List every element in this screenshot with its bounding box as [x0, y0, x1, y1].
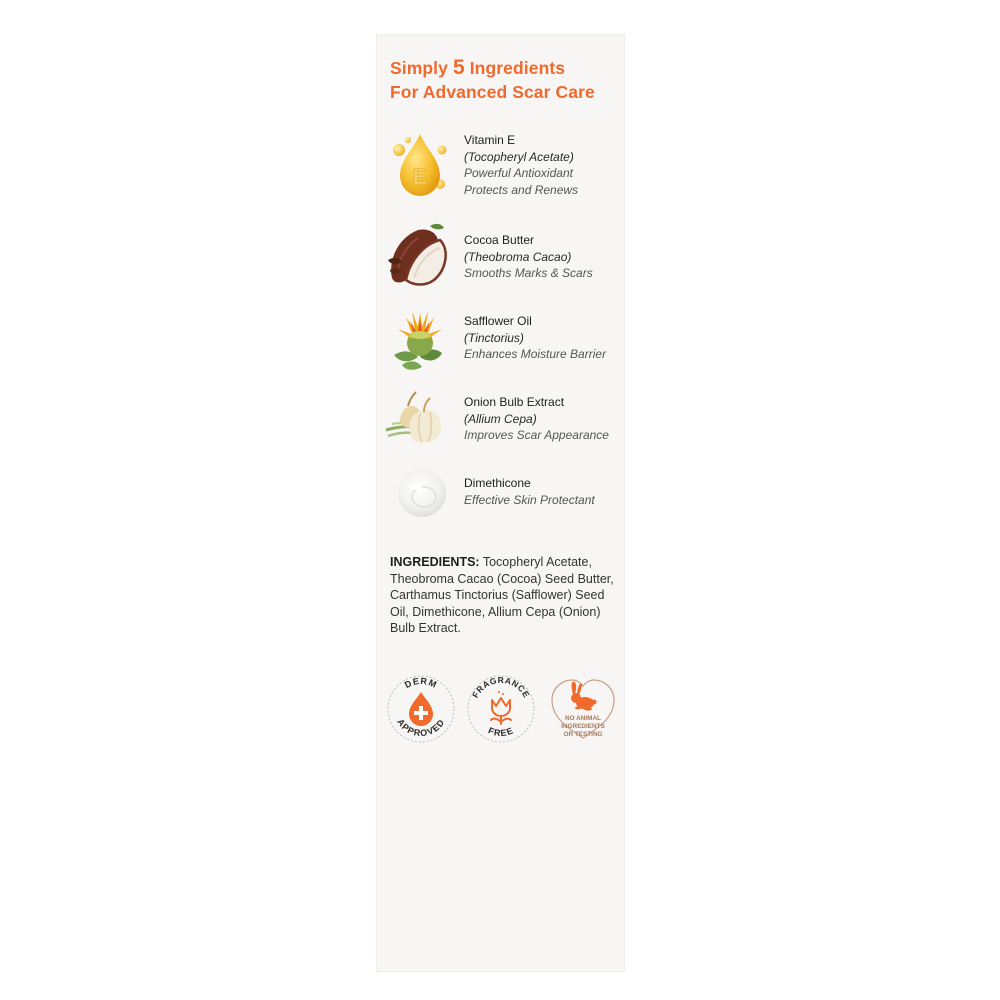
derm-drop-plus-icon	[409, 692, 433, 726]
animal-text-line-1: NO ANIMAL	[565, 715, 601, 722]
vitamin-e-drop-icon	[384, 132, 452, 200]
headline-prefix: Simply	[390, 58, 453, 78]
ingredients-label: INGREDIENTS:	[390, 555, 480, 569]
ingredient-latin-name: (Allium Cepa)	[464, 411, 537, 426]
ingredient-onion-bulb-extract	[376, 394, 625, 464]
ingredient-latin-name: (Tocopheryl Acetate)	[464, 149, 574, 164]
ingredient-name: Dimethicone	[464, 476, 531, 490]
headline-line-1	[390, 56, 620, 80]
headline-line-2: For Advanced Scar Care	[390, 82, 595, 102]
ingredient-cocoa-butter	[376, 232, 625, 302]
ingredient-benefit-2: Protects and Renews	[464, 182, 579, 197]
ingredient-benefit: Enhances Moisture Barrier	[464, 347, 607, 361]
animal-text-line-2: INGREDIENTS	[561, 723, 605, 730]
headline-suffix: Ingredients	[464, 58, 566, 78]
ingredients-text: Tocopheryl Acetate, Theobroma Cacao (Cocoa) Seed Butter, Carthamus Tinctorius (Safflower) Seed Oil, Dimethicone, Allium Cepa (Onion) Bulb Extract.	[390, 555, 614, 635]
cocoa-pod-icon	[384, 220, 452, 288]
ingredient-text	[464, 475, 624, 508]
ingredients-list	[390, 554, 620, 637]
ingredient-name: Vitamin E	[464, 133, 516, 147]
ingredient-name: Cocoa Butter	[464, 233, 535, 247]
onion-icon	[384, 386, 452, 454]
fragrance-free-badge	[466, 674, 536, 744]
ingredient-vitamin-e	[376, 132, 625, 202]
safflower-icon	[384, 305, 452, 373]
tulip-icon	[491, 698, 511, 724]
ingredient-name: Onion Bulb Extract	[464, 395, 565, 409]
ingredient-dimethicone	[376, 475, 625, 545]
fragrance-bottom-text: FREE	[486, 725, 516, 739]
ingredient-benefit: Effective Skin Protectant	[464, 492, 595, 507]
svg-text:E: E	[412, 164, 428, 189]
product-panel	[376, 34, 625, 972]
ingredient-name: Safflower Oil	[464, 314, 532, 328]
ingredient-latin-name: (Theobroma Cacao)	[464, 249, 572, 264]
derm-bottom-text: APPROVED	[395, 717, 447, 739]
headline	[390, 56, 620, 104]
ingredient-text	[464, 394, 624, 444]
headline-number: 5	[452, 56, 465, 79]
svg-text:FRAGRANCE	[470, 675, 532, 700]
animal-text-line-3: OR TESTING	[563, 731, 603, 738]
cruelty-free-badge	[548, 674, 618, 744]
ingredient-latin-name: (Tinctorius)	[464, 330, 524, 345]
ingredient-benefit: Improves Scar Appearance	[464, 428, 609, 442]
svg-text:FREE	[487, 725, 516, 738]
derm-top-text: DERM	[402, 675, 439, 691]
ingredient-text	[464, 313, 624, 363]
dimethicone-drop-icon	[384, 457, 452, 525]
fragrance-top-text: FRAGRANCE	[470, 674, 532, 700]
ingredient-text	[464, 232, 624, 282]
ingredient-benefit: Smooths Marks & Scars	[464, 266, 593, 280]
ingredient-safflower-oil	[376, 313, 625, 383]
ingredient-text	[464, 132, 624, 198]
ingredient-benefit: Powerful Antioxidant	[464, 166, 573, 180]
svg-text:DERM	[403, 676, 439, 690]
derm-approved-badge	[386, 674, 456, 744]
